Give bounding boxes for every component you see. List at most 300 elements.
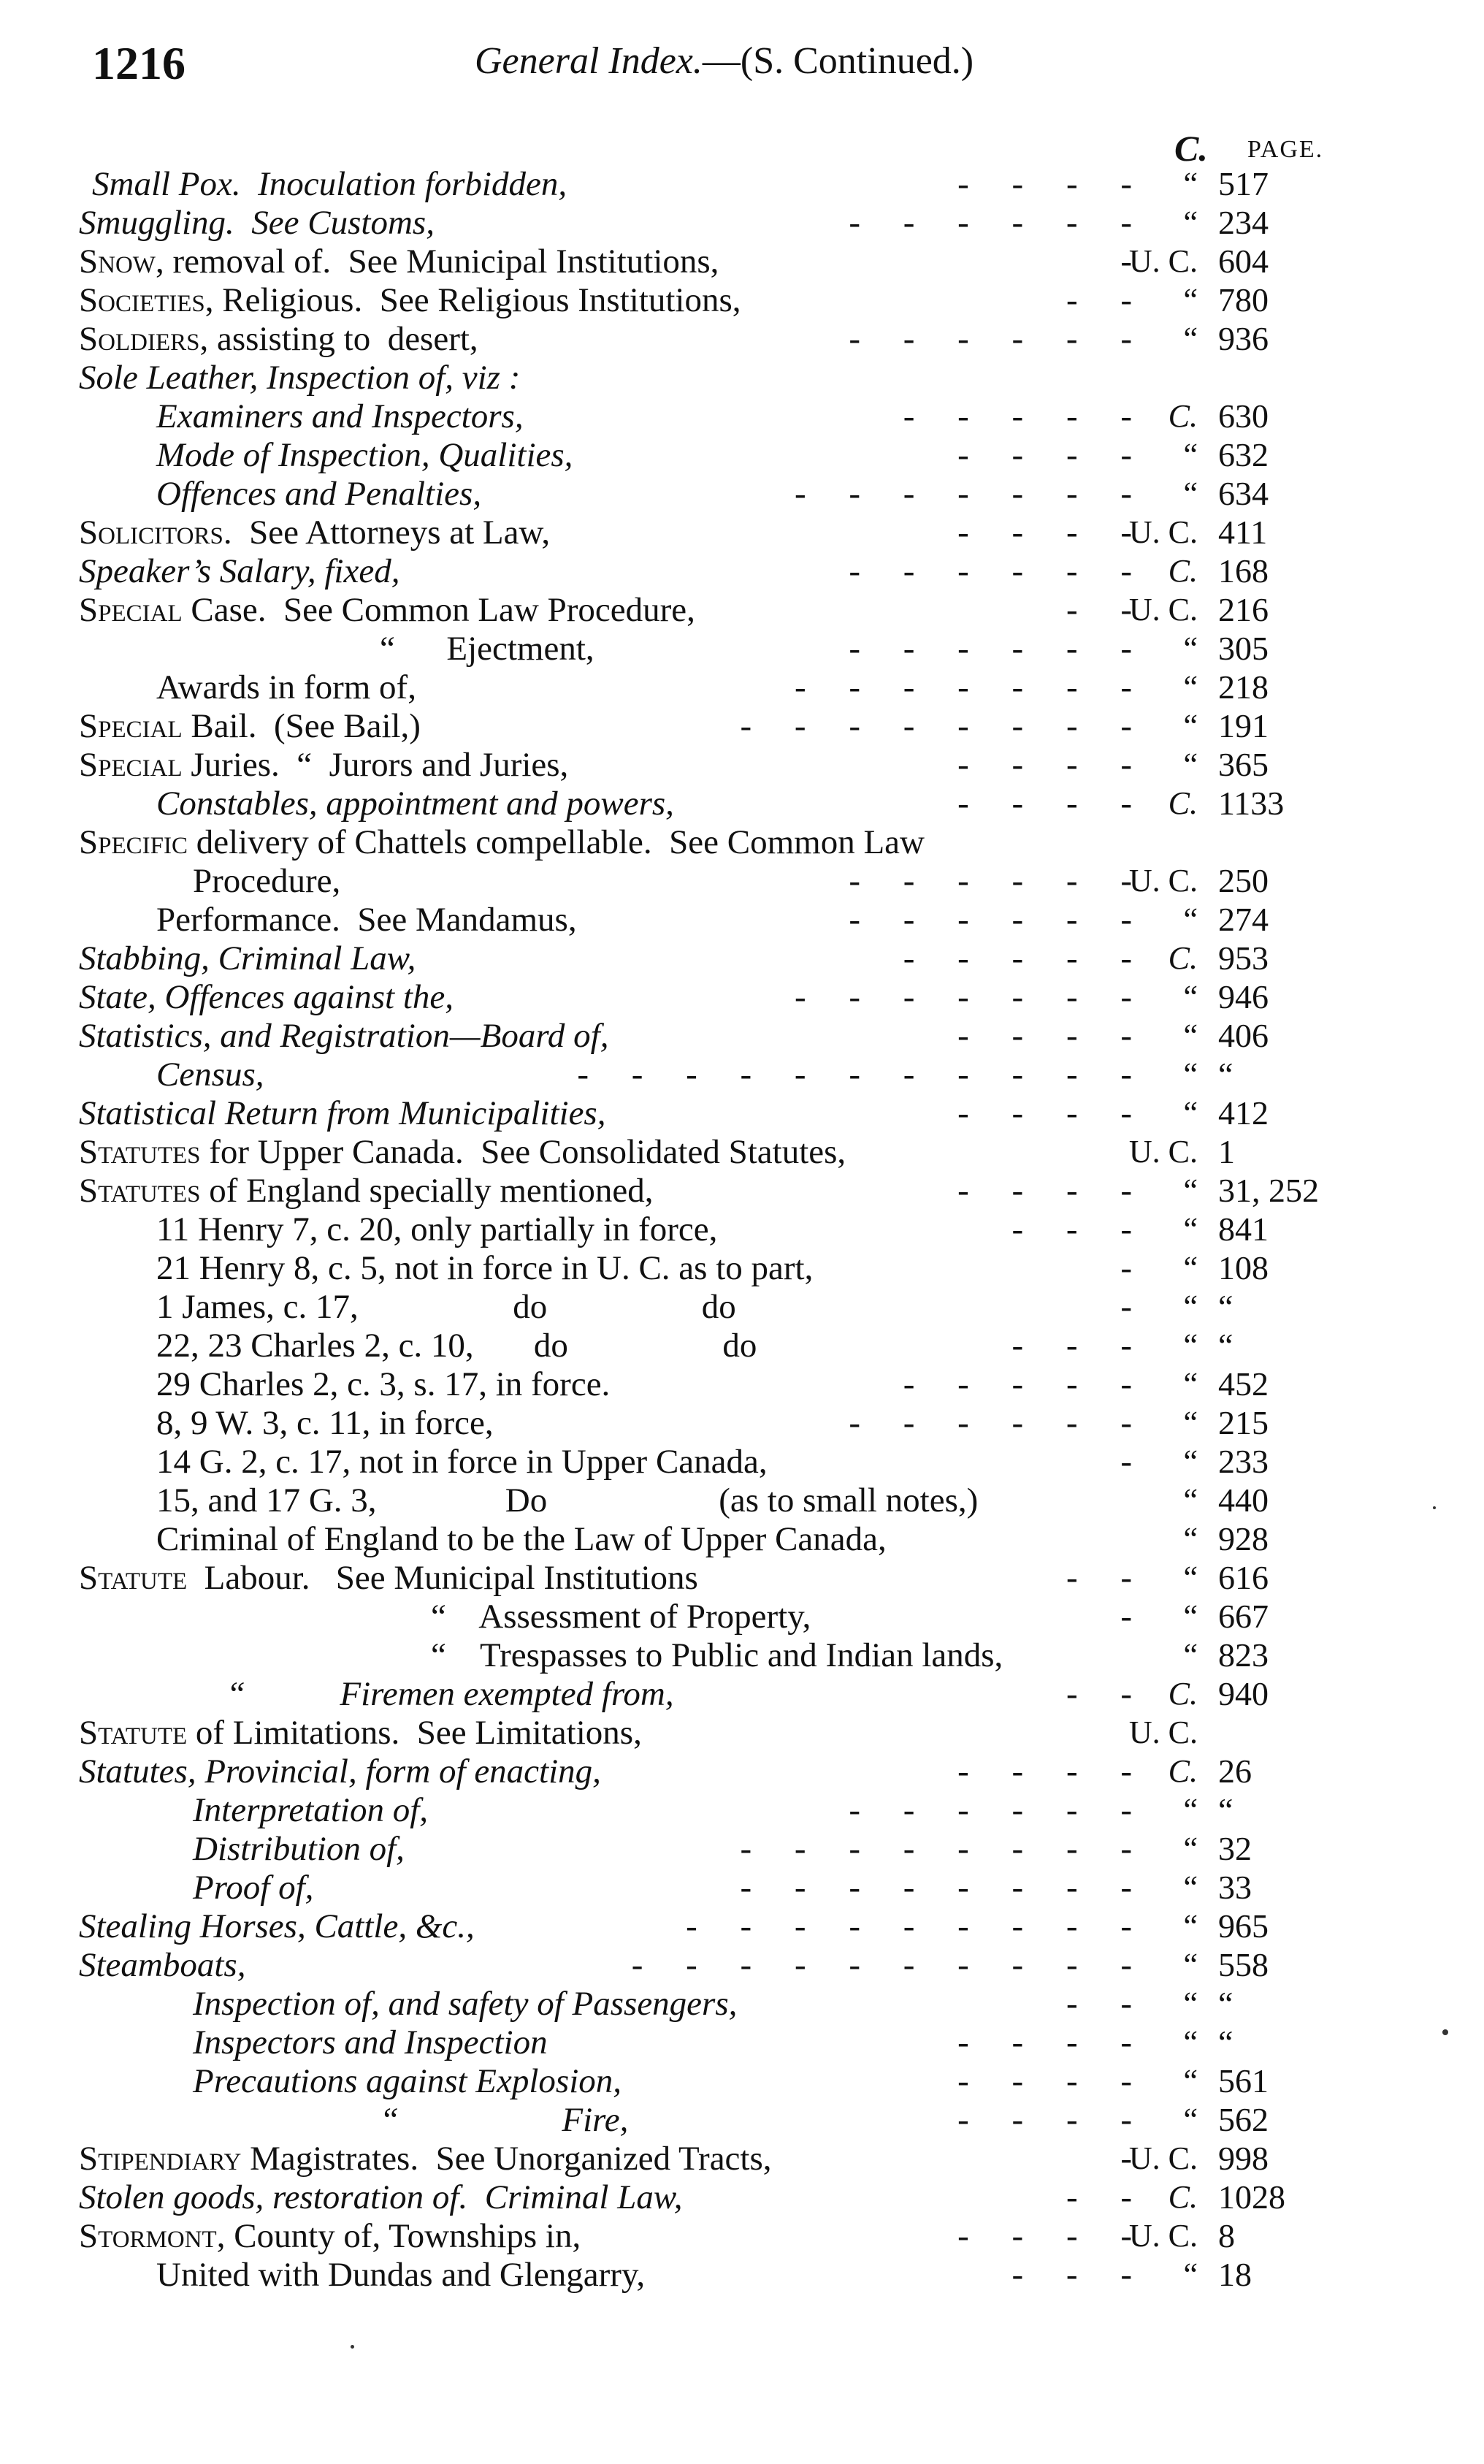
entry-text — [79, 1016, 608, 1056]
leader-dashes: - - - - — [957, 2101, 1132, 2139]
index-entry — [0, 1519, 1484, 1559]
index-entry — [0, 1210, 1484, 1249]
entry-body: Offences and Penalties, — [156, 475, 482, 513]
entry-text — [79, 203, 435, 243]
entry-text — [79, 1132, 846, 1172]
running-head — [475, 39, 974, 83]
index-entry — [0, 1636, 1484, 1675]
index-entry — [0, 1287, 1484, 1327]
entry-text — [380, 629, 594, 668]
entry-c-ref: U. C. — [1128, 2140, 1198, 2176]
entry-text — [92, 164, 567, 204]
index-entry — [0, 668, 1484, 707]
entry-c-ref: “ — [1183, 1792, 1198, 1828]
index-entry — [0, 435, 1484, 475]
entry-text — [156, 435, 573, 475]
entry-text — [156, 474, 481, 514]
print-speck — [1433, 1506, 1436, 1509]
entry-c-ref: “ — [1183, 2024, 1198, 2060]
entry-body: Constables, appointment and powers, — [156, 785, 674, 823]
entry-body: “ Assessment of Property, — [431, 1598, 811, 1636]
entry-body: Proof of, — [193, 1869, 314, 1907]
entry-page-ref: 998 — [1218, 2140, 1269, 2177]
entry-page-ref: “ — [1218, 2024, 1234, 2061]
leader-dashes: - - - - - - - - — [740, 1869, 1132, 1907]
index-entry — [0, 2255, 1484, 2295]
entry-text — [79, 745, 568, 785]
index-entry — [0, 1132, 1484, 1172]
leader-dashes: - - — [1066, 281, 1132, 319]
entry-page-ref: 965 — [1218, 1907, 1269, 1945]
entry-text — [156, 784, 674, 823]
entry-body: Performance. See Mandamus, — [156, 901, 577, 939]
index-entry — [0, 1094, 1484, 1133]
entry-c-ref: “ — [1183, 1482, 1198, 1518]
leader-dashes: - - - - - — [903, 1365, 1132, 1403]
entry-page-ref: 274 — [1218, 901, 1269, 938]
index-entry — [0, 1481, 1484, 1520]
page-number: 1216 — [92, 37, 186, 89]
entry-body: State, Offences against the, — [79, 978, 454, 1016]
entry-text — [156, 1365, 610, 1404]
entry-text — [156, 1248, 813, 1288]
entry-body: “ Fire, — [380, 2101, 629, 2139]
entry-body: Examiners and Inspectors, — [156, 397, 524, 435]
entry-page-ref: 616 — [1218, 1559, 1269, 1596]
entry-page-ref: 630 — [1218, 397, 1269, 435]
entry-c-ref: “ — [1183, 2102, 1198, 2137]
index-entry — [0, 2061, 1484, 2101]
entry-c-ref: U. C. — [1128, 1714, 1198, 1750]
entry-text — [156, 1481, 978, 1520]
entry-page-ref: “ — [1218, 1056, 1234, 1093]
entry-text — [156, 1403, 494, 1443]
entry-page-ref: 233 — [1218, 1443, 1269, 1480]
entry-text — [79, 1171, 653, 1210]
index-entry — [0, 823, 1484, 862]
entry-c-ref: “ — [1183, 1908, 1198, 1944]
entry-body: Steamboats, — [79, 1946, 246, 1984]
entry-text — [193, 1984, 737, 2024]
print-speck — [351, 2345, 354, 2349]
entry-c-ref: “ — [1183, 1366, 1198, 1402]
entry-heading-word: Snow — [79, 243, 156, 281]
leader-dashes: - — [1120, 1249, 1132, 1287]
entry-c-ref: U. C. — [1128, 243, 1198, 279]
entry-page-ref: 632 — [1218, 436, 1269, 473]
index-entry — [0, 1055, 1484, 1094]
entry-heading-word: Specific — [79, 823, 188, 861]
entry-text — [193, 1868, 313, 1907]
entry-body: “ Trespasses to Public and Indian lands, — [431, 1636, 1003, 1674]
entry-page-ref: 1028 — [1218, 2178, 1285, 2216]
entry-c-ref: “ — [1183, 2257, 1198, 2292]
leader-dashes: - - — [1066, 1985, 1132, 2023]
entry-page-ref: 440 — [1218, 1481, 1269, 1519]
entry-c-ref: “ — [1183, 1405, 1198, 1441]
entry-page-ref: “ — [1218, 1985, 1234, 2022]
entry-text — [193, 1790, 428, 1830]
index-entry — [0, 397, 1484, 436]
entry-c-ref: “ — [1183, 2063, 1198, 2099]
entry-heading-word: Statutes — [79, 1172, 201, 1210]
index-entry — [0, 319, 1484, 359]
index-entry — [0, 203, 1484, 243]
entry-c-ref: C. — [1168, 940, 1198, 976]
entry-c-ref: “ — [1183, 1250, 1198, 1286]
entry-page-ref: “ — [1218, 1327, 1234, 1364]
entry-body: “ Ejectment, — [380, 630, 594, 668]
entry-c-ref: “ — [1183, 205, 1198, 240]
leader-dashes: - - - - — [957, 1752, 1132, 1790]
entry-body: 1 James, c. 17, do do — [156, 1288, 736, 1326]
leader-dashes: - - - - - - — [849, 901, 1132, 939]
entry-text — [79, 706, 421, 746]
entry-page-ref: 946 — [1218, 978, 1269, 1015]
entry-body: Criminal of England to be the Law of Upper Canada, — [156, 1520, 887, 1558]
entry-heading-word: Special — [79, 746, 183, 784]
entry-body: , County of, Townships in, — [216, 2217, 581, 2255]
entry-body: Stealing Horses, Cattle, &c., — [79, 1907, 475, 1945]
leader-dashes: - — [1120, 1598, 1132, 1636]
index-entry — [0, 1442, 1484, 1481]
entry-c-ref: “ — [1183, 747, 1198, 782]
entry-text — [79, 939, 416, 978]
index-entry — [0, 629, 1484, 668]
index-entry — [0, 1674, 1484, 1714]
entry-text — [79, 319, 478, 359]
entry-page-ref: 305 — [1218, 630, 1269, 667]
entry-page-ref: 1 — [1218, 1133, 1235, 1170]
entry-body: Procedure, — [193, 862, 341, 900]
entry-page-ref: 940 — [1218, 1675, 1269, 1712]
leader-dashes: - - - - — [957, 1017, 1132, 1055]
leader-dashes: - - - - — [957, 2062, 1132, 2100]
index-entry — [0, 2216, 1484, 2256]
index-entry — [0, 861, 1484, 901]
entry-body: Distribution of, — [193, 1830, 405, 1868]
leader-dashes: - - - — [1011, 2256, 1132, 2294]
entry-c-ref: “ — [1183, 901, 1198, 937]
entry-text — [156, 1519, 887, 1559]
entry-page-ref: 215 — [1218, 1404, 1269, 1441]
entry-body: . See Attorneys at Law, — [223, 514, 551, 552]
entry-body: Smuggling. See Customs, — [79, 204, 435, 242]
entry-text — [79, 2139, 772, 2178]
entry-page-ref: 604 — [1218, 243, 1269, 280]
entry-page-ref: “ — [1218, 1288, 1234, 1325]
entry-body: 15, and 17 G. 3, Do (as to small notes,) — [156, 1481, 979, 1519]
entry-c-ref: U. C. — [1128, 863, 1198, 899]
leader-dashes: - - - - — [957, 746, 1132, 784]
entry-page-ref: 953 — [1218, 939, 1269, 977]
entry-c-ref: “ — [1183, 1211, 1198, 1247]
index-entry — [0, 1790, 1484, 1830]
entry-body: Inspection of, and safety of Passengers, — [193, 1985, 738, 2023]
leader-dashes: - - - — [1011, 1210, 1132, 1248]
print-speck — [1442, 2029, 1448, 2035]
entry-text — [79, 242, 719, 281]
entry-text — [156, 397, 524, 436]
index-entry — [0, 706, 1484, 746]
entry-page-ref: 33 — [1218, 1869, 1252, 1906]
index-entry — [0, 784, 1484, 823]
entry-text — [156, 900, 577, 939]
index-entry — [0, 1171, 1484, 1210]
index-entry — [0, 977, 1484, 1017]
running-head-continued: —(S. Continued.) — [702, 40, 974, 82]
leader-dashes: - - - - - - - - - - - — [577, 1056, 1132, 1094]
entry-body: 8, 9 W. 3, c. 11, in force, — [156, 1404, 494, 1442]
entry-c-ref: U. C. — [1128, 592, 1198, 628]
entry-c-ref: “ — [1183, 166, 1198, 202]
leader-dashes: - - — [1066, 2178, 1132, 2216]
entry-body: for Upper Canada. See Consolidated Statutes, — [200, 1133, 846, 1171]
entry-text — [79, 2216, 581, 2256]
leader-dashes: - - - - — [957, 2217, 1132, 2255]
entry-text — [79, 1907, 475, 1946]
entry-c-ref: “ — [1183, 1947, 1198, 1983]
entry-page-ref: 168 — [1218, 552, 1269, 590]
entry-page-ref: 780 — [1218, 281, 1269, 319]
entry-page-ref: 562 — [1218, 2101, 1269, 2138]
entry-page-ref: 18 — [1218, 2256, 1252, 2293]
entry-page-ref: 634 — [1218, 475, 1269, 512]
leader-dashes: - - - - — [957, 785, 1132, 823]
index-entry — [0, 1713, 1484, 1752]
index-entry — [0, 242, 1484, 281]
entry-body: Stabbing, Criminal Law, — [79, 939, 416, 977]
entry-text — [156, 668, 416, 707]
leader-dashes: - - - - — [957, 436, 1132, 474]
index-entry — [0, 1248, 1484, 1288]
entry-c-ref: “ — [1183, 1056, 1198, 1092]
entry-text — [79, 977, 454, 1017]
entry-text — [79, 281, 741, 320]
leader-dashes: - - - - - - — [849, 1791, 1132, 1829]
entry-body: Labour. See Municipal Institutions — [187, 1559, 698, 1597]
entry-text — [156, 1326, 757, 1365]
entry-page-ref: 517 — [1218, 165, 1269, 202]
entry-heading-word: Societies — [79, 281, 205, 319]
index-entry — [0, 552, 1484, 591]
leader-dashes: - - - - - - — [849, 862, 1132, 900]
index-entry — [0, 2023, 1484, 2062]
entry-body: Interpretation of, — [193, 1791, 429, 1829]
entry-c-ref: C. — [1168, 2179, 1198, 2215]
entry-text — [79, 358, 520, 397]
entry-body: delivery of Chattels compellable. See Common Law — [188, 823, 925, 861]
entry-page-ref: 216 — [1218, 591, 1269, 628]
entry-body: Magistrates. See Unorganized Tracts, — [241, 2140, 772, 2178]
leader-dashes: - - - - — [957, 2024, 1132, 2061]
entry-body: Inspectors and Inspection — [193, 2024, 548, 2061]
entry-text — [156, 1210, 717, 1249]
index-entry — [0, 1016, 1484, 1056]
leader-dashes: - - - - - - - - — [740, 1830, 1132, 1868]
entry-text — [193, 2061, 621, 2101]
entry-c-ref: “ — [1183, 630, 1198, 666]
leader-dashes: - - - - - - — [849, 1404, 1132, 1442]
entry-body: 11 Henry 7, c. 20, only partially in force, — [156, 1210, 718, 1248]
entry-c-ref: “ — [1183, 1637, 1198, 1673]
index-entry — [0, 1403, 1484, 1443]
entry-text — [156, 1055, 264, 1094]
entry-text — [79, 552, 399, 591]
entry-text — [193, 1829, 405, 1869]
leader-dashes: - - - - — [957, 165, 1132, 203]
leader-dashes: - - - - - - — [849, 630, 1132, 668]
entry-page-ref: 561 — [1218, 2062, 1269, 2099]
leader-dashes: - - — [1066, 1559, 1132, 1597]
index-entry — [0, 1945, 1484, 1985]
index-entry — [0, 1829, 1484, 1869]
entry-body: , Religious. See Religious Institutions, — [204, 281, 741, 319]
entry-page-ref: 250 — [1218, 862, 1269, 899]
entry-body: , removal of. See Municipal Institutions, — [155, 243, 719, 281]
leader-dashes: - - - - - — [903, 397, 1132, 435]
entry-c-ref: “ — [1183, 1521, 1198, 1557]
entry-c-ref: “ — [1183, 708, 1198, 744]
entry-body: Precautions against Explosion, — [193, 2062, 622, 2100]
entry-body: Stolen goods, restoration of. Criminal Law, — [79, 2178, 683, 2216]
entry-c-ref: U. C. — [1128, 1134, 1198, 1170]
entry-c-ref: “ — [1183, 321, 1198, 356]
leader-dashes: - - — [1066, 1675, 1132, 1713]
leader-dashes: - - - - - - - - - - — [631, 1946, 1132, 1984]
entry-body: “ Firemen exempted from, — [226, 1675, 674, 1713]
leader-dashes: - - — [1066, 591, 1132, 629]
column-head-page: PAGE. — [1247, 136, 1324, 163]
entry-c-ref: “ — [1183, 1869, 1198, 1905]
entry-c-ref: “ — [1183, 1289, 1198, 1324]
leader-dashes: - - - - — [957, 1172, 1132, 1210]
index-entry — [0, 939, 1484, 978]
entry-heading-word: Solicitors — [79, 514, 223, 552]
leader-dashes: - - - - - - — [849, 204, 1132, 242]
index-entry — [0, 745, 1484, 785]
entry-page-ref: 411 — [1218, 514, 1268, 551]
index-entry — [0, 1597, 1484, 1636]
entry-page-ref: 8 — [1218, 2217, 1235, 2254]
entry-heading-word: Statute — [79, 1714, 188, 1752]
entry-c-ref: C. — [1168, 398, 1198, 434]
entry-body: Case. See Common Law Procedure, — [182, 591, 695, 629]
entry-c-ref: “ — [1183, 1598, 1198, 1634]
entry-body: Bail. (See Bail,) — [182, 707, 421, 745]
entry-page-ref: 1133 — [1218, 785, 1285, 822]
entry-heading-word: Special — [79, 707, 183, 745]
entry-c-ref: “ — [1183, 476, 1198, 511]
entry-text — [156, 2255, 645, 2295]
entry-page-ref: 406 — [1218, 1017, 1269, 1054]
index-entry — [0, 358, 1484, 397]
leader-dashes: - - - - - - - - — [740, 707, 1132, 745]
entry-body: Statistical Return from Municipalities, — [79, 1094, 606, 1132]
entry-text — [79, 590, 695, 630]
index-entry — [0, 1907, 1484, 1946]
entry-page-ref: 191 — [1218, 707, 1269, 744]
index-entry — [0, 1365, 1484, 1404]
entry-c-ref: “ — [1183, 1172, 1198, 1208]
entry-c-ref: “ — [1183, 437, 1198, 473]
entry-body: Juries. “ Jurors and Juries, — [182, 746, 569, 784]
entry-body: of Limitations. See Limitations, — [187, 1714, 642, 1752]
entry-text — [193, 861, 340, 901]
entry-heading-word: Stormont — [79, 2217, 217, 2255]
entry-page-ref: 452 — [1218, 1365, 1269, 1403]
entry-text — [79, 1558, 698, 1598]
entry-c-ref: “ — [1183, 1560, 1198, 1595]
leader-dashes: - - - — [1011, 1327, 1132, 1365]
entry-c-ref: “ — [1183, 1986, 1198, 2021]
index-entry — [0, 474, 1484, 514]
running-head-title: General Index. — [475, 40, 703, 82]
index-entry — [0, 1984, 1484, 2024]
entry-body: 21 Henry 8, c. 5, not in force in U. C. as to part, — [156, 1249, 814, 1287]
entry-heading-word: Statutes — [79, 1133, 201, 1171]
entry-c-ref: U. C. — [1128, 2218, 1198, 2254]
entry-page-ref: 234 — [1218, 204, 1269, 241]
leader-dashes: - - - - - - — [849, 320, 1132, 358]
entry-c-ref: “ — [1183, 1443, 1198, 1479]
entry-text — [79, 823, 925, 862]
entry-text — [79, 1094, 605, 1133]
entry-body: Speaker’s Salary, fixed, — [79, 552, 400, 590]
entry-page-ref: 108 — [1218, 1249, 1269, 1286]
index-entry — [0, 1868, 1484, 1907]
entry-page-ref: 667 — [1218, 1598, 1269, 1635]
leader-dashes: - - - - - - - - - — [686, 1907, 1132, 1945]
leader-dashes: - — [1120, 1288, 1132, 1326]
entry-page-ref: 365 — [1218, 746, 1269, 783]
index-entry — [0, 513, 1484, 552]
entry-text — [79, 513, 550, 552]
index-entry — [0, 2139, 1484, 2178]
entry-body: 29 Charles 2, c. 3, s. 17, in force. — [156, 1365, 611, 1403]
entry-body: , assisting to desert, — [199, 320, 478, 358]
entry-text — [193, 2023, 548, 2062]
entry-body: United with Dundas and Glengarry, — [156, 2256, 646, 2294]
entry-body: Statistics, and Registration—Board of, — [79, 1017, 609, 1055]
entry-heading-word: Stipendiary — [79, 2140, 242, 2178]
entry-page-ref: 558 — [1218, 1946, 1269, 1983]
leader-dashes: - — [1120, 1443, 1132, 1481]
entry-c-ref: “ — [1183, 669, 1198, 705]
entry-c-ref: “ — [1183, 1831, 1198, 1866]
entry-heading-word: Special — [79, 591, 183, 629]
entry-c-ref: C. — [1168, 1676, 1198, 1712]
entry-page-ref: 936 — [1218, 320, 1269, 357]
leader-dashes: - - - - - - - — [794, 475, 1132, 513]
entry-body: Sole Leather, Inspection of, viz : — [79, 359, 521, 397]
leader-dashes: - - - - — [957, 1094, 1132, 1132]
index-entry — [0, 590, 1484, 630]
entry-page-ref: 841 — [1218, 1210, 1269, 1248]
entry-text — [431, 1597, 811, 1636]
leader-dashes: - - - - - - — [849, 552, 1132, 590]
index-entry — [0, 1326, 1484, 1365]
leader-dashes: - - - - - — [903, 939, 1132, 977]
entry-body: 14 G. 2, c. 17, not in force in Upper Canada, — [156, 1443, 768, 1481]
entry-text — [79, 1713, 642, 1752]
entry-text — [79, 2178, 683, 2217]
entry-text — [431, 1636, 1003, 1675]
entry-body: Statutes, Provincial, form of enacting, — [79, 1752, 601, 1790]
entry-c-ref: U. C. — [1128, 514, 1198, 550]
entry-heading-word: Statute — [79, 1559, 188, 1597]
leader-dashes: - — [1120, 2140, 1132, 2178]
